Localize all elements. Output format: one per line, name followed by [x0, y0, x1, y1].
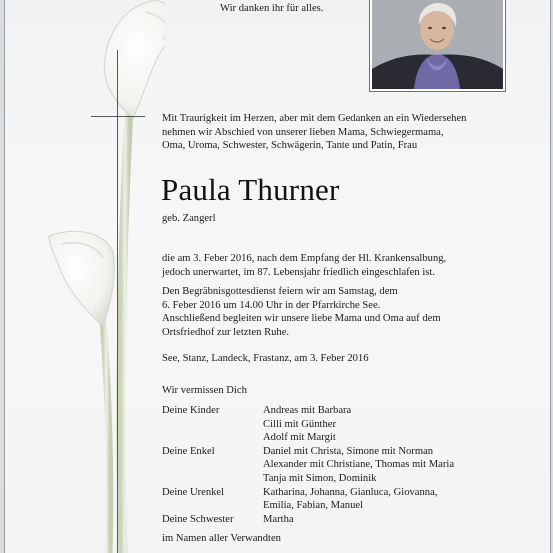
- calla-lily-illustration: [5, 0, 165, 553]
- mourner-line: Alexander mit Christiane, Thomas mit Maria: [263, 459, 455, 471]
- intro-line: Mit Traurigkeit im Herzen, aber mit dem Gedanken an ein Wiedersehen: [162, 113, 467, 124]
- intro-line: Oma, Uroma, Schwester, Schwägerin, Tante und Patin, Frau: [162, 140, 418, 152]
- obituary-card: [4, 0, 551, 553]
- mourner-line: Adolf mit Margit: [263, 432, 336, 444]
- mourner-label-great-grandchildren: Deine Urenkel: [162, 486, 225, 498]
- portrait-photo: [369, 0, 506, 92]
- mourner-line: Andreas mit Barbara: [263, 405, 352, 416]
- miss-heading: Wir vermissen Dich: [162, 385, 247, 396]
- portrait-image: [372, 0, 503, 89]
- passing-line: die am 3. Feber 2016, nach dem Empfang der Hl. Krankensalbung,: [162, 253, 447, 264]
- mourner-label-sister: Deine Schwester: [162, 513, 234, 525]
- passing-line: jedoch unerwartet, im 87. Lebensjahr friedlich eingeschlafen ist.: [162, 266, 435, 278]
- place-date: See, Stanz, Landeck, Frastanz, am 3. Feber 2016: [162, 353, 369, 364]
- funeral-line: 6. Feber 2016 um 14.00 Uhr in der Pfarrkirche See.: [162, 299, 381, 311]
- mourner-line: Cilli mit Günther: [263, 418, 336, 430]
- mourner-line: Emilia, Fabian, Manuel: [263, 500, 364, 512]
- mourner-line: Tanja mit Simon, Dominik: [263, 473, 377, 484]
- mourner-line: Katharina, Johanna, Gianluca, Giovanna,: [263, 486, 438, 498]
- cross-vertical: [117, 50, 118, 553]
- funeral-line: Anschließend begleiten wir unsere liebe Mama und Oma auf dem: [162, 313, 441, 325]
- closing-line: im Namen aller Verwandten: [162, 533, 281, 544]
- cross-horizontal: [91, 116, 145, 117]
- mourner-label-grandchildren: Deine Enkel: [162, 445, 215, 457]
- funeral-line: Ortsfriedhof zur letzten Ruhe.: [162, 326, 290, 338]
- funeral-line: Den Begräbnisgottesdienst feiern wir am Samstag, dem: [162, 286, 398, 297]
- mourner-line: Daniel mit Christa, Simone mit Norman: [263, 445, 434, 457]
- motto: Wir danken ihr für alles.: [220, 3, 324, 14]
- mourner-label-children: Deine Kinder: [162, 405, 220, 416]
- deceased-name: Paula Thurner: [161, 172, 340, 207]
- birth-name: geb. Zangerl: [162, 213, 216, 224]
- mourner-line: Martha: [263, 513, 294, 525]
- intro-line: nehmen wir Abschied von unserer lieben Mama, Schwiegermama,: [162, 126, 444, 138]
